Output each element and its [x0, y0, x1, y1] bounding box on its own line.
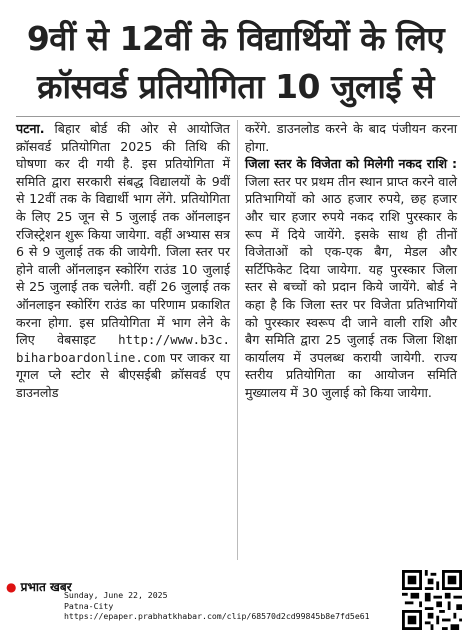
article-paragraph-1: बिहार बोर्ड की ओर से आयोजित क्रॉसवर्ड प्रतियोगिता 2025 की तिथि की घोषणा कर दी गयी है. इस प्रतियोगिता में समिति द्वारा सरकारी संबद्ध विद्यालयों के 9वीं से 12वीं तक के विद्यार्थी भाग लेंगे. प्रतियोगिता के लिए 25 जून से 5 जुलाई तक ऑनलाइन रजिस्ट्रेशन शुरू किया जायेगा. वहीं अभ्यास सत्र 6 से 9 जुलाई तक की जायेगी. जिला स्तर पर होने वाली ऑनलाइन स्कोरिंग राउंड 10 जुलाई से 25 जुलाई तक चलेगी. वहीं 26 जुलाई तक ऑनलाइन स्कोरिंग राउंड का परिणाम प्रकाशित करना होगा. इस प्रतियोगिता में भाग लेने के लिए वेबसाइट	[16, 121, 230, 348]
headline-line-1: 9वीं से 12वीं के विद्यार्थियों के लिए	[26, 19, 445, 58]
newspaper-logo: ● प्रभात खबर	[6, 580, 72, 594]
website-url-part-2: biharboardonline.com	[16, 349, 166, 365]
clip-footer	[0, 570, 471, 635]
article-paragraph-2: जिला स्तर पर प्रथम तीन स्थान प्राप्त करने वाले प्रतिभागियों को आठ हजार रुपये, छह हजार और चार हजार रुपये नकद राशि पुरस्कार के रूप में दिये जायेंगे. इसके साथ ही तीनों विजेताओं को एक-एक बैग, मेडल और सर्टिफिकेट दिया जायेगा. यह पुरस्कार जिला स्तर से बच्चों को प्रदान किये जायेंगे. बोर्ड ने कहा है कि जिला स्तर पर विजेता प्रतिभागियों को पुरस्कार स्वरूप दी जाने वाली राशि और बैग समिति द्वारा 25 जुलाई तक जिला शिक्षा कार्यालय में उपलब्ध करायी जायेगी. राज्य स्तरीय प्रतियोगिता का आयोजन समिति मुख्यालय में 30 जुलाई को किया जायेगा.	[245, 173, 457, 400]
clip-meta	[64, 590, 370, 622]
clip-date: Sunday, June 22, 2025	[64, 590, 168, 600]
headline-line-2: क्रॉसवर्ड प्रतियोगिता 10 जुलाई से	[37, 67, 434, 106]
column-divider	[237, 120, 238, 560]
website-url-part-1: http://www.b3c.	[118, 332, 230, 348]
subhead: जिला स्तर के विजेता को मिलेगी नकद राशि :	[245, 156, 457, 172]
headline-rule	[16, 116, 460, 117]
clip-edition: Patna-City	[64, 600, 114, 611]
article-column-right	[245, 120, 457, 402]
clip-link[interactable]: https://epaper.prabhatkhabar.com/clip/68570d2cd99845b8e7fd5e61	[64, 611, 370, 621]
dateline: पटना.	[16, 121, 45, 136]
logo-text: प्रभात खबर	[20, 580, 72, 594]
article-continuation: करेंगे. डाउनलोड करने के बाद पंजीयन करना होगा.	[245, 121, 457, 154]
article-paragraph-1-end: पर जाकर या गूगल प्ले स्टोर से बीएसईबी क्रॉसवर्ड एप डाउनलोड	[16, 349, 230, 400]
qr-code-icon[interactable]	[402, 570, 462, 630]
article-column-left	[16, 120, 230, 402]
